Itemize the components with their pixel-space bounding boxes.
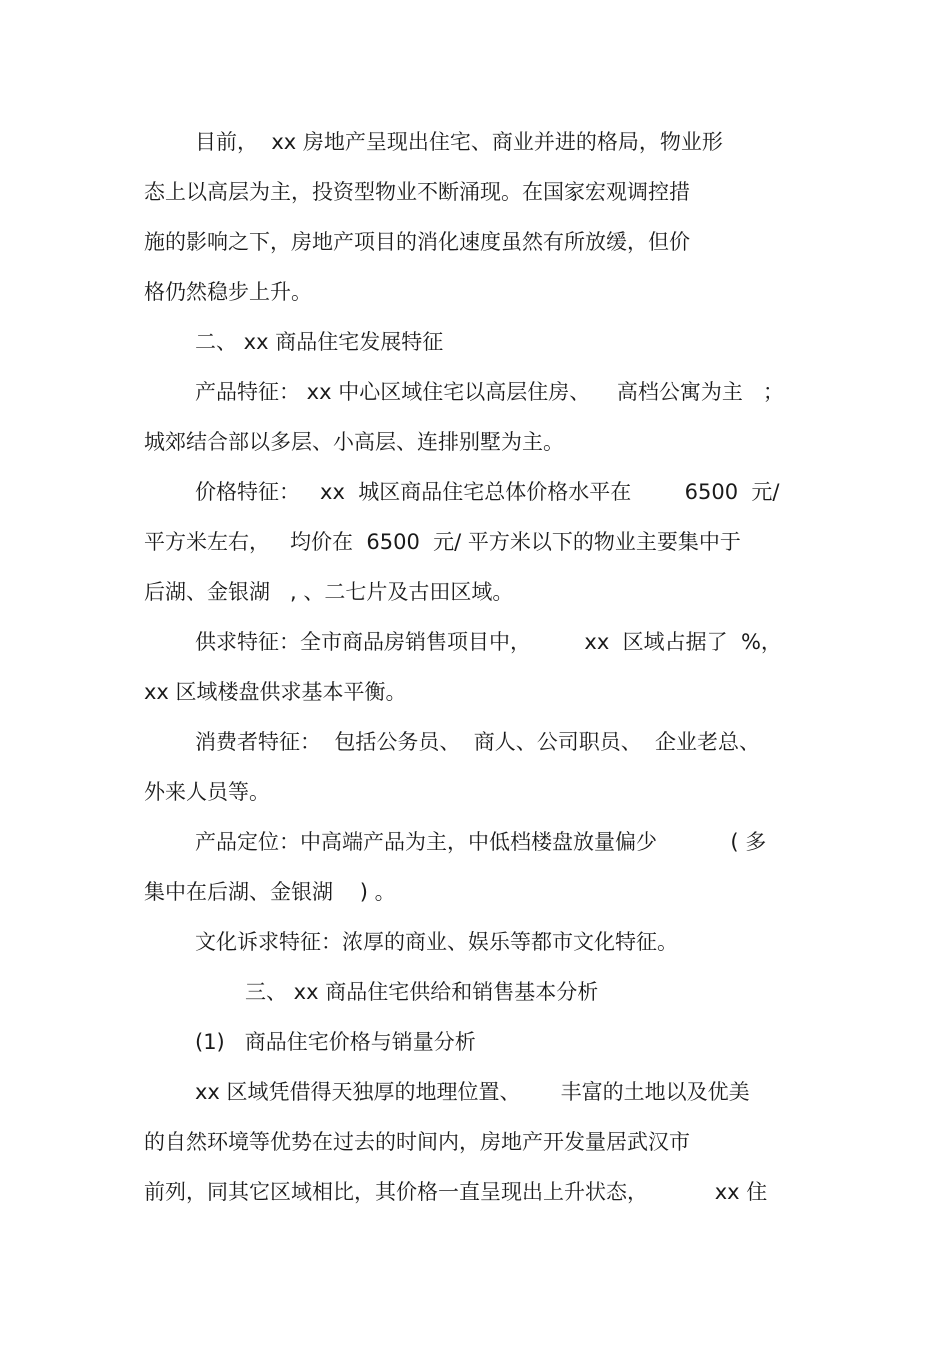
analysis-para-line-3: 前列，同其它区域相比，其价格一直呈现出上升状态， xx 住 [144, 1180, 768, 1204]
supply-demand-line-2: xx 区域楼盘供求基本平衡。 [144, 680, 407, 704]
consumer-feature-line-1: 消费者特征： 包括公务员、 商人、公司职员、 企业老总、 [195, 730, 761, 754]
product-positioning-line-1: 产品定位：中高端产品为主，中低档楼盘放量偏少 ( 多 [195, 830, 767, 854]
section-heading-2: 二、 xx 商品住宅发展特征 [195, 330, 444, 354]
section-heading-3: 三、 xx 商品住宅供给和销售基本分析 [245, 980, 599, 1004]
product-feature-line-2: 城郊结合部以多层、小高层、连排别墅为主。 [144, 430, 564, 454]
analysis-para-line-1: xx 区域凭借得天独厚的地理位置、 丰富的土地以及优美 [195, 1080, 750, 1104]
para-1-line-3: 施的影响之下，房地产项目的消化速度虽然有所放缓，但价 [144, 230, 690, 254]
price-feature-line-2: 平方米左右， 均价在 6500 元/ 平方米以下的物业主要集中于 [144, 530, 741, 554]
analysis-para-line-2: 的自然环境等优势在过去的时间内，房地产开发量居武汉市 [144, 1130, 690, 1154]
para-1-line-1: 目前， xx 房地产呈现出住宅、商业并进的格局，物业形 [195, 130, 723, 154]
product-positioning-line-2: 集中在后湖、金银湖 ) 。 [144, 880, 396, 904]
consumer-feature-line-2: 外来人员等。 [144, 780, 270, 804]
supply-demand-line-1: 供求特征：全市商品房销售项目中， xx 区域占据了 %， [195, 630, 782, 654]
para-1-line-2: 态上以高层为主，投资型物业不断涌现。在国家宏观调控措 [144, 180, 690, 204]
product-feature-line-1: 产品特征： xx 中心区域住宅以高层住房、 高档公寓为主 ； [195, 380, 784, 404]
culture-feature-line: 文化诉求特征：浓厚的商业、娱乐等都市文化特征。 [195, 930, 678, 954]
price-feature-line-1: 价格特征： xx 城区商品住宅总体价格水平在 6500 元/ [195, 480, 780, 504]
price-feature-line-3: 后湖、金银湖 , 、二七片及古田区域。 [144, 580, 514, 604]
para-1-line-4: 格仍然稳步上升。 [144, 280, 312, 304]
subsection-heading-1: (1) 商品住宅价格与销量分析 [195, 1030, 476, 1054]
